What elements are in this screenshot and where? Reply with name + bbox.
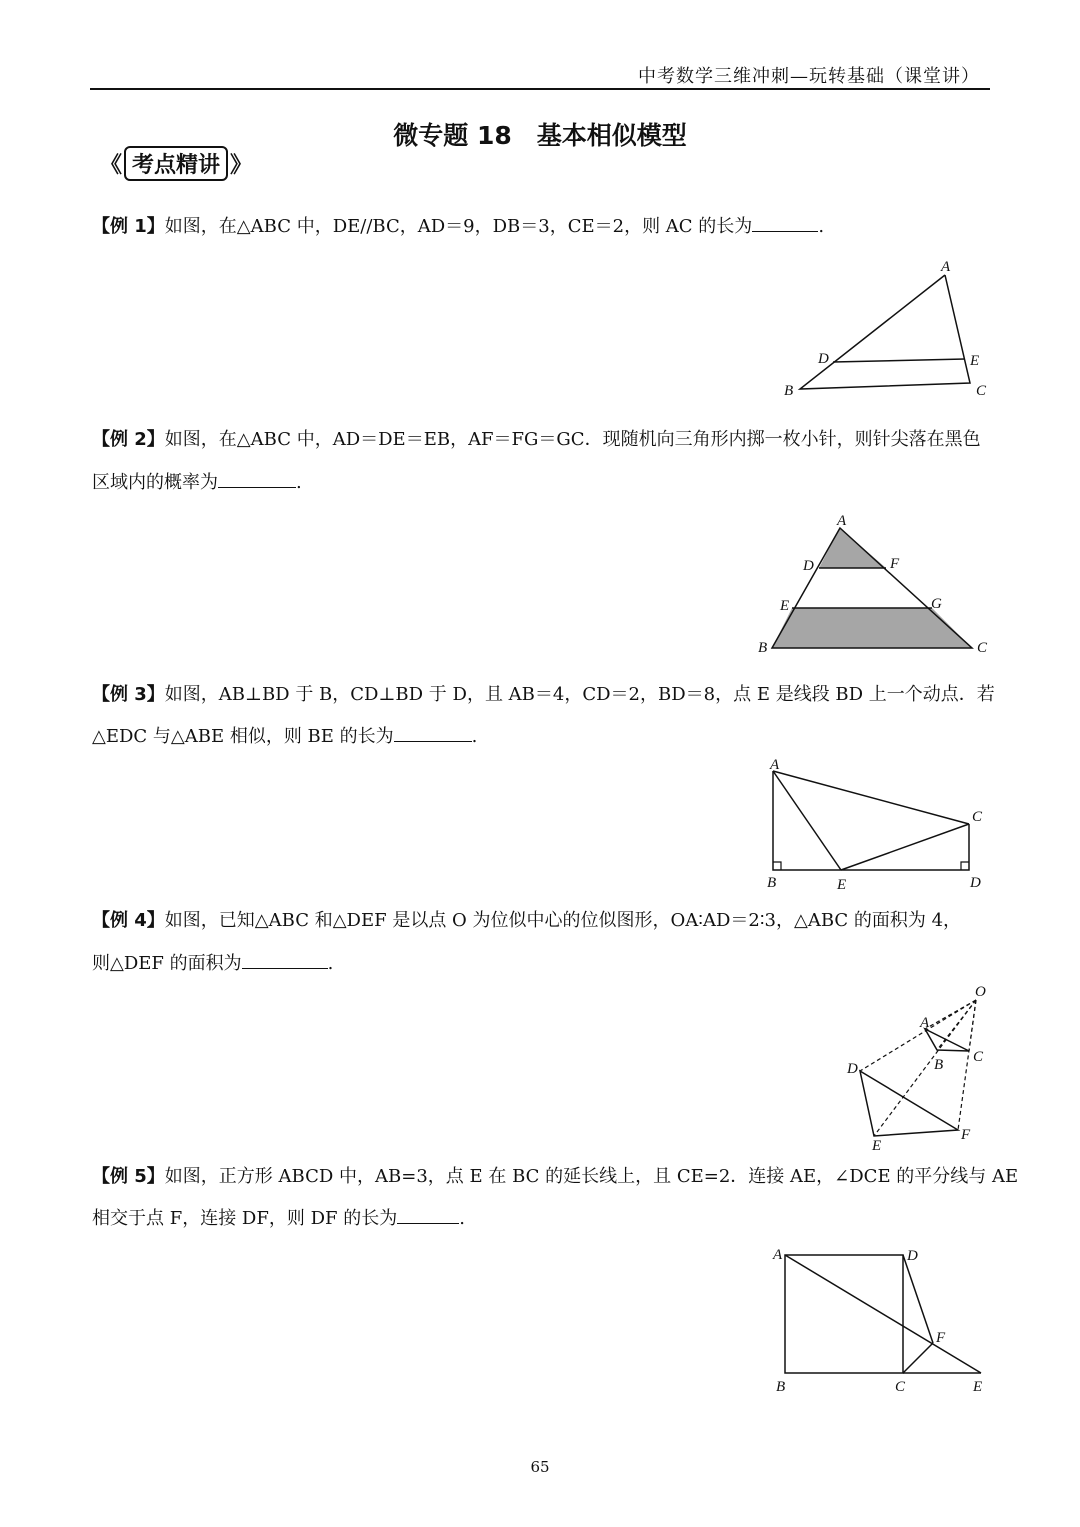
segment-ec (841, 824, 969, 870)
label-a: A (770, 757, 780, 773)
example-1-label: 【例 1】 (92, 216, 165, 237)
example-3-line-1 (92, 680, 995, 706)
answer-blank[interactable] (752, 215, 818, 232)
label-e: E (973, 1379, 983, 1395)
outline-abdc (773, 771, 969, 870)
segment-de (833, 359, 965, 362)
period: . (459, 1208, 465, 1229)
label-f: F (961, 1127, 971, 1143)
shaded-bottom-trapezoid (772, 608, 972, 648)
example-5-text-2: 相交于点 F，连接 DF，则 DF 的长为 (92, 1208, 398, 1229)
label-b: B (934, 1057, 944, 1073)
header-rule (90, 88, 990, 90)
example-4-text: 如图，已知△ABC 和△DEF 是以点 O 为位似中心的位似图形，OA∶AD＝2∶3，△ABC 的面积为 4， (164, 910, 962, 931)
example-4-line-2 (92, 949, 333, 975)
label-d: D (970, 875, 981, 891)
triangle-abc (800, 275, 970, 389)
label-d: D (907, 1248, 918, 1264)
example-3-text-2: △EDC 与△ABE 相似，则 BE 的长为 (92, 726, 394, 747)
example-1-text: 如图，在△ABC 中，DE//BC，AD＝9，DB＝3，CE＝2，则 AC 的长为 (164, 216, 753, 237)
label-c: C (977, 640, 988, 656)
label-e: E (837, 877, 847, 893)
example-5-line-1 (92, 1162, 1018, 1188)
square-abcd (785, 1255, 903, 1373)
label-c: C (895, 1379, 906, 1395)
example-5-text: 如图，正方形 ABCD 中，AB=3，点 E 在 BC 的延长线上，且 CE=2．连接 AE，∠DCE 的平分线与 AE (164, 1166, 1019, 1187)
segment-cf (903, 1343, 933, 1373)
label-b: B (767, 875, 777, 891)
right-angle-d (961, 862, 969, 870)
figure-2 (750, 510, 1000, 660)
label-c: C (973, 1049, 984, 1065)
example-1-line-1 (92, 212, 824, 238)
example-2-text: 如图，在△ABC 中，AD＝DE＝EB，AF＝FG＝GC．现随机向三角形内掷一枚小针，则针尖落在黑色 (164, 429, 981, 450)
page-title: 微专题 18 基本相似模型 (393, 121, 687, 150)
period: . (296, 472, 302, 493)
label-a: A (837, 513, 847, 529)
projection-lines (860, 1000, 976, 1136)
triangle-abc (925, 1029, 969, 1051)
answer-blank[interactable] (218, 471, 296, 488)
example-3-label: 【例 3】 (92, 684, 165, 705)
figure-5 (765, 1240, 1005, 1400)
right-angle-b (773, 862, 781, 870)
period: . (818, 216, 825, 237)
section-badge: 《 考点精讲 》 (100, 146, 252, 181)
label-a: A (941, 259, 951, 275)
figure-1 (770, 255, 1000, 400)
example-2-text-2: 区域内的概率为 (92, 472, 218, 493)
answer-blank[interactable] (242, 952, 328, 969)
page-number: 65 (530, 1458, 550, 1476)
label-a: A (920, 1015, 930, 1031)
label-e: E (780, 598, 790, 614)
answer-blank[interactable] (394, 725, 472, 742)
period: . (327, 953, 334, 974)
example-4-text-2: 则△DEF 的面积为 (92, 953, 242, 974)
example-2-line-2 (92, 468, 302, 494)
label-d: D (803, 558, 814, 574)
segment-ae (773, 771, 841, 870)
segment-ac (773, 771, 969, 824)
example-4-label: 【例 4】 (92, 910, 165, 931)
running-header: 中考数学三维冲刺—玩转基础（课堂讲） (638, 66, 980, 87)
example-2-label: 【例 2】 (92, 429, 165, 450)
period: . (471, 726, 478, 747)
label-e: E (970, 353, 980, 369)
label-f: F (890, 556, 900, 572)
label-b: B (758, 640, 768, 656)
segment-df (903, 1255, 933, 1343)
example-3-line-2 (92, 722, 477, 748)
triangle-def (860, 1071, 958, 1136)
example-3-text: 如图，AB⊥BD 于 B，CD⊥BD 于 D，且 AB＝4，CD＝2，BD＝8，点 E 是线段 BD 上一个动点．若 (164, 684, 995, 705)
example-5-label: 【例 5】 (92, 1166, 165, 1187)
label-f: F (936, 1330, 946, 1346)
label-d: D (847, 1061, 858, 1077)
label-d: D (818, 351, 829, 367)
label-c: C (976, 383, 987, 399)
label-b: B (776, 1379, 786, 1395)
figure-3 (755, 755, 1000, 895)
label-a: A (773, 1247, 783, 1263)
section-badge-label: 考点精讲 (124, 146, 228, 181)
label-g: G (931, 596, 942, 612)
answer-blank[interactable] (397, 1207, 459, 1224)
label-e: E (872, 1138, 882, 1153)
label-c: C (972, 809, 983, 825)
figure-4 (840, 978, 1000, 1153)
segment-ae (785, 1255, 981, 1373)
label-o: O (975, 984, 986, 1000)
example-5-line-2 (92, 1204, 465, 1230)
label-b: B (784, 383, 794, 399)
example-2-line-1 (92, 425, 981, 451)
example-4-line-1 (92, 906, 961, 932)
